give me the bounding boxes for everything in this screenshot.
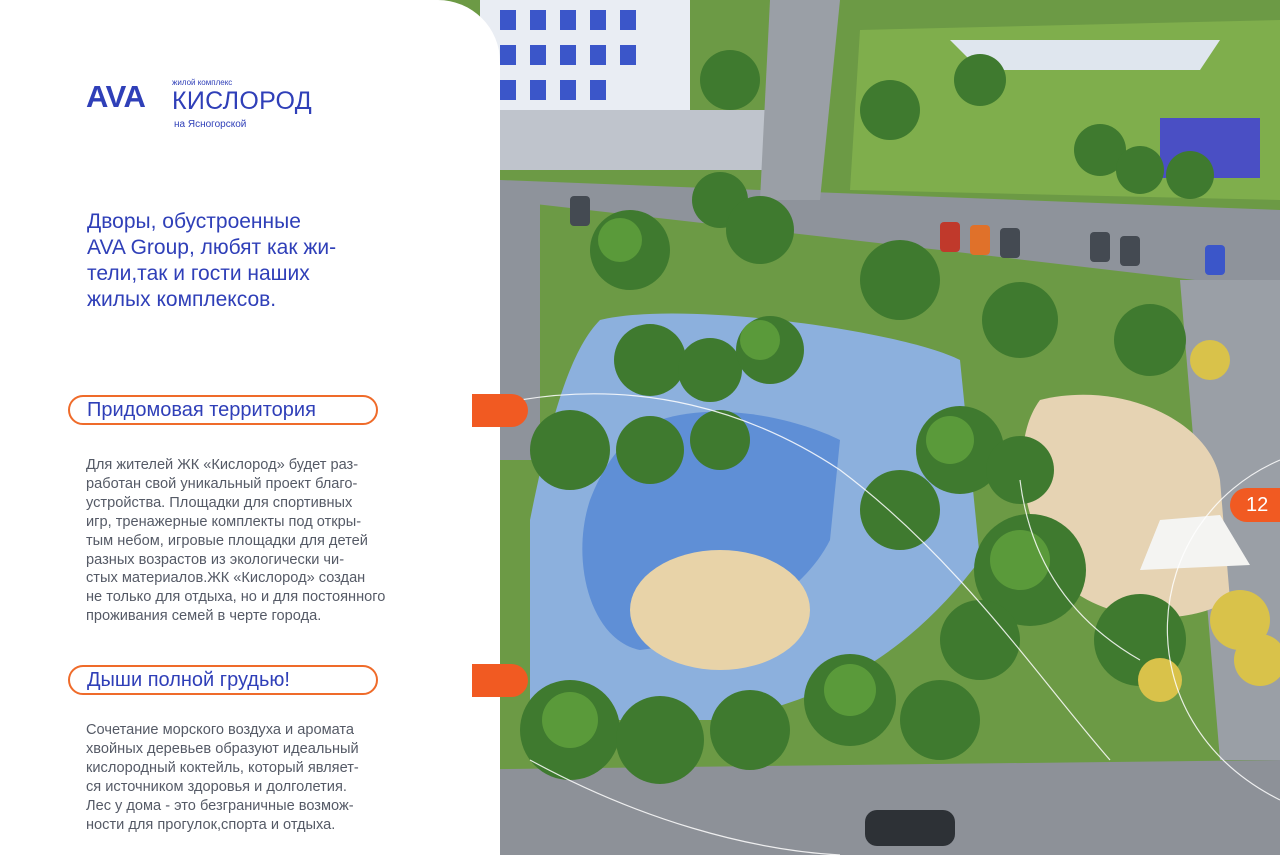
content-panel [0, 0, 500, 855]
section-text-territory: Для жителей ЖК «Кислород» будет раз- работан свой уникальный проект благо- устройства. Площадки для спортивных игр, тренажерные комплекты под откры- тым небом, игровые площадки для детей разных возрастов из экологически чи- стых материалов.ЖК «Кислород» создан не только для отдыха, но и для постоянного проживания семей в черте города. [86, 457, 386, 625]
orange-tab-marker [472, 394, 528, 427]
section-heading-breathe: Дыши полной грудью! [68, 665, 378, 695]
intro-text: Дворы, обустроенные AVA Group, любят как жи- тели,так и гости наших жилых комплексов. [87, 210, 337, 311]
logo-tagline: жилой комплекс [172, 78, 233, 87]
page-number-badge: 12 [1230, 488, 1280, 522]
section-heading-territory: Придомовая территория [68, 395, 378, 425]
section-text-breathe: Сочетание морского воздуха и аромата хвойных деревьев образуют идеальный кислородный коктейль, который являет- ся источником здоровья и долголетия. Лес у дома - это безграничные возмож- ности для прогулок,спорта и отдыха. [86, 722, 359, 833]
logo-brand-text: AVA [86, 79, 146, 114]
logo-location: на Ясногорской [174, 119, 247, 130]
aerial-courtyard-image [420, 0, 1280, 855]
logo-project-name: КИСЛОРОД [172, 87, 312, 115]
orange-tab-marker [472, 664, 528, 697]
